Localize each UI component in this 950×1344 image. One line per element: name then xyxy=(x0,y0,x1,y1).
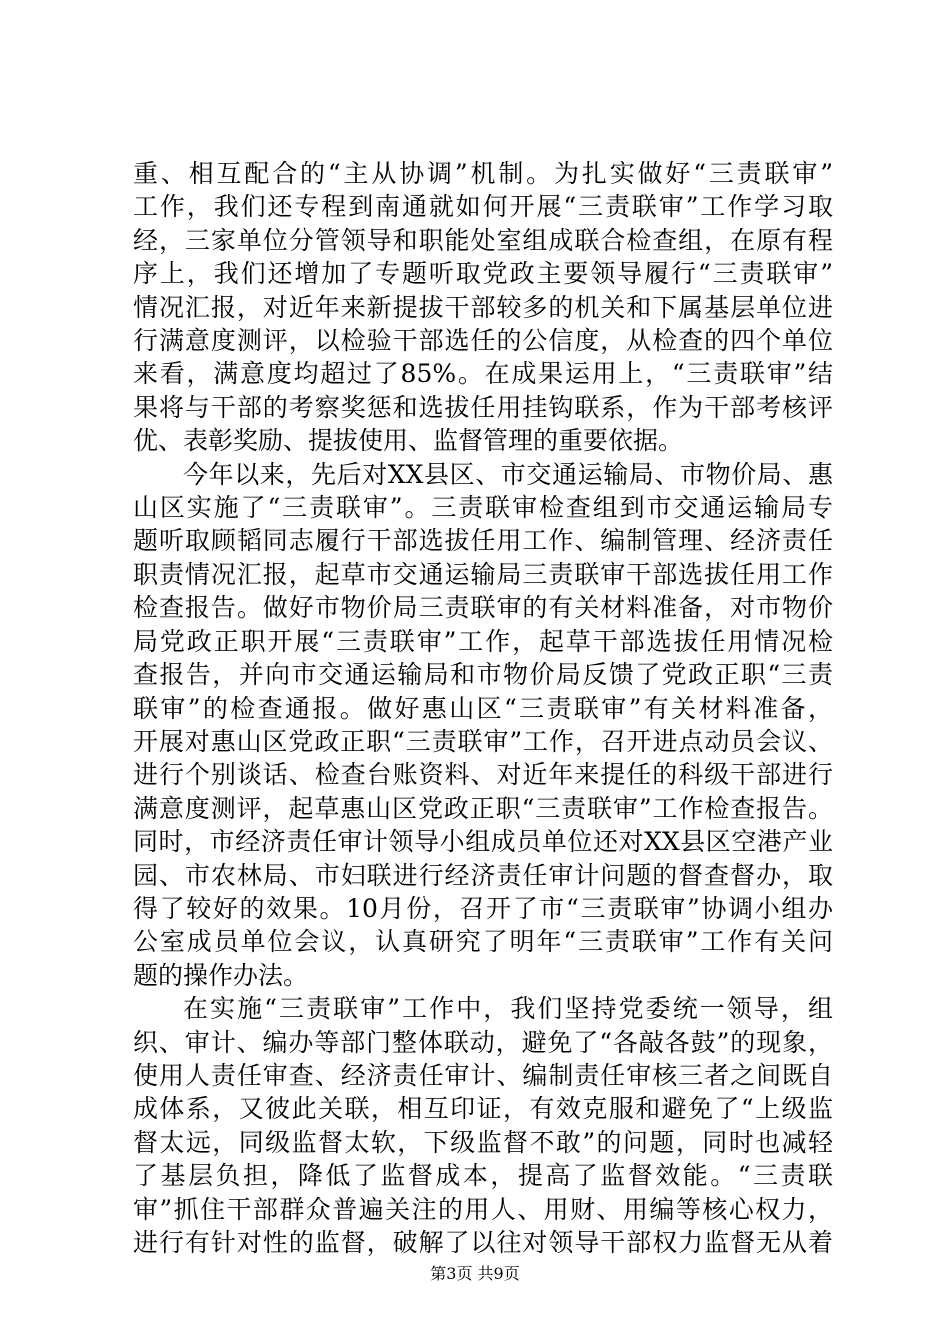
text-line: 今年以来，先后对XX县区、市交通运输局、市物价局、惠 xyxy=(183,459,833,489)
text-line: 使用人责任审查、经济责任审计、编制责任审核三者之间既自 xyxy=(133,1060,833,1090)
text-line: 题的操作办法。 xyxy=(133,960,309,990)
paragraph xyxy=(133,992,853,1259)
text-line: 同时，市经济责任审计领导小组成员单位还对XX县区空港产业 xyxy=(133,827,833,857)
text-line: 工作，我们还专程到南通就如何开展“三责联审”工作学习取 xyxy=(133,192,833,222)
paragraph xyxy=(133,458,853,993)
text-line: 山区实施了“三责联审”。三责联审检查组到市交通运输局专 xyxy=(133,493,833,523)
paragraph xyxy=(133,157,853,458)
text-line: 织、审计、编办等部门整体联动，避免了“各敲各鼓”的现象， xyxy=(133,1027,833,1057)
text-line: 园、市农林局、市妇联进行经济责任审计问题的督查督办，取 xyxy=(133,860,833,890)
text-line: 进行个别谈话、检查台账资料、对近年来提任的科级干部进行 xyxy=(133,760,833,790)
text-line: 重、相互配合的“主从协调”机制。为扎实做好“三责联审” xyxy=(133,159,833,188)
text-line: 在实施“三责联审”工作中，我们坚持党委统一领导，组 xyxy=(183,994,833,1024)
text-line: 得了较好的效果。10月份，召开了市“三责联审”协调小组办 xyxy=(133,893,833,923)
text-line: 满意度测评，起草惠山区党政正职“三责联审”工作检查报告。 xyxy=(133,793,833,823)
text-line: 序上，我们还增加了专题听取党政主要领导履行“三责联审” xyxy=(133,259,833,289)
text-line: 督太远，同级监督太软，下级监督不敢”的问题，同时也减轻 xyxy=(133,1127,833,1157)
text-line: 进行有针对性的监督，破解了以往对领导干部权力监督无从着 xyxy=(133,1228,833,1257)
text-line: 行满意度测评，以检验干部选任的公信度，从检查的四个单位 xyxy=(133,326,833,356)
text-line: 查报告，并向市交通运输局和市物价局反馈了党政正职“三责 xyxy=(133,660,833,690)
text-line: 优、表彰奖励、提拔使用、监督管理的重要依据。 xyxy=(133,426,684,456)
text-line: 果将与干部的考察奖惩和选拔任用挂钩联系，作为干部考核评 xyxy=(133,392,833,422)
page-footer: 第3页 共9页 xyxy=(430,1264,520,1283)
text-line: 题听取顾韬同志履行干部选拔任用工作、编制管理、经济责任 xyxy=(133,526,833,556)
text-line: 情况汇报，对近年来新提拔干部较多的机关和下属基层单位进 xyxy=(133,292,833,322)
text-line: 来看，满意度均超过了85%。在成果运用上，“三责联审”结 xyxy=(133,359,833,389)
text-line: 公室成员单位会议，认真研究了明年“三责联审”工作有关问 xyxy=(133,927,833,957)
text-line: 局党政正职开展“三责联审”工作，起草干部选拔任用情况检 xyxy=(133,626,833,656)
text-line: 经，三家单位分管领导和职能处室组成联合检查组，在原有程 xyxy=(133,225,833,255)
text-line: 联审”的检查通报。做好惠山区“三责联审”有关材料准备， xyxy=(133,693,833,723)
text-line: 了基层负担，降低了监督成本，提高了监督效能。“三责联 xyxy=(133,1161,833,1191)
text-line: 检查报告。做好市物价局三责联审的有关材料准备，对市物价 xyxy=(133,593,833,623)
document-body xyxy=(133,157,853,1259)
text-line: 成体系，又彼此关联，相互印证，有效克服和避免了“上级监 xyxy=(133,1094,833,1124)
text-line: 开展对惠山区党政正职“三责联审”工作，召开进点动员会议、 xyxy=(133,726,833,756)
text-line: 职责情况汇报，起草市交通运输局三责联审干部选拔任用工作 xyxy=(133,559,833,589)
text-line: 审”抓住干部群众普遍关注的用人、用财、用编等核心权力， xyxy=(133,1194,833,1224)
